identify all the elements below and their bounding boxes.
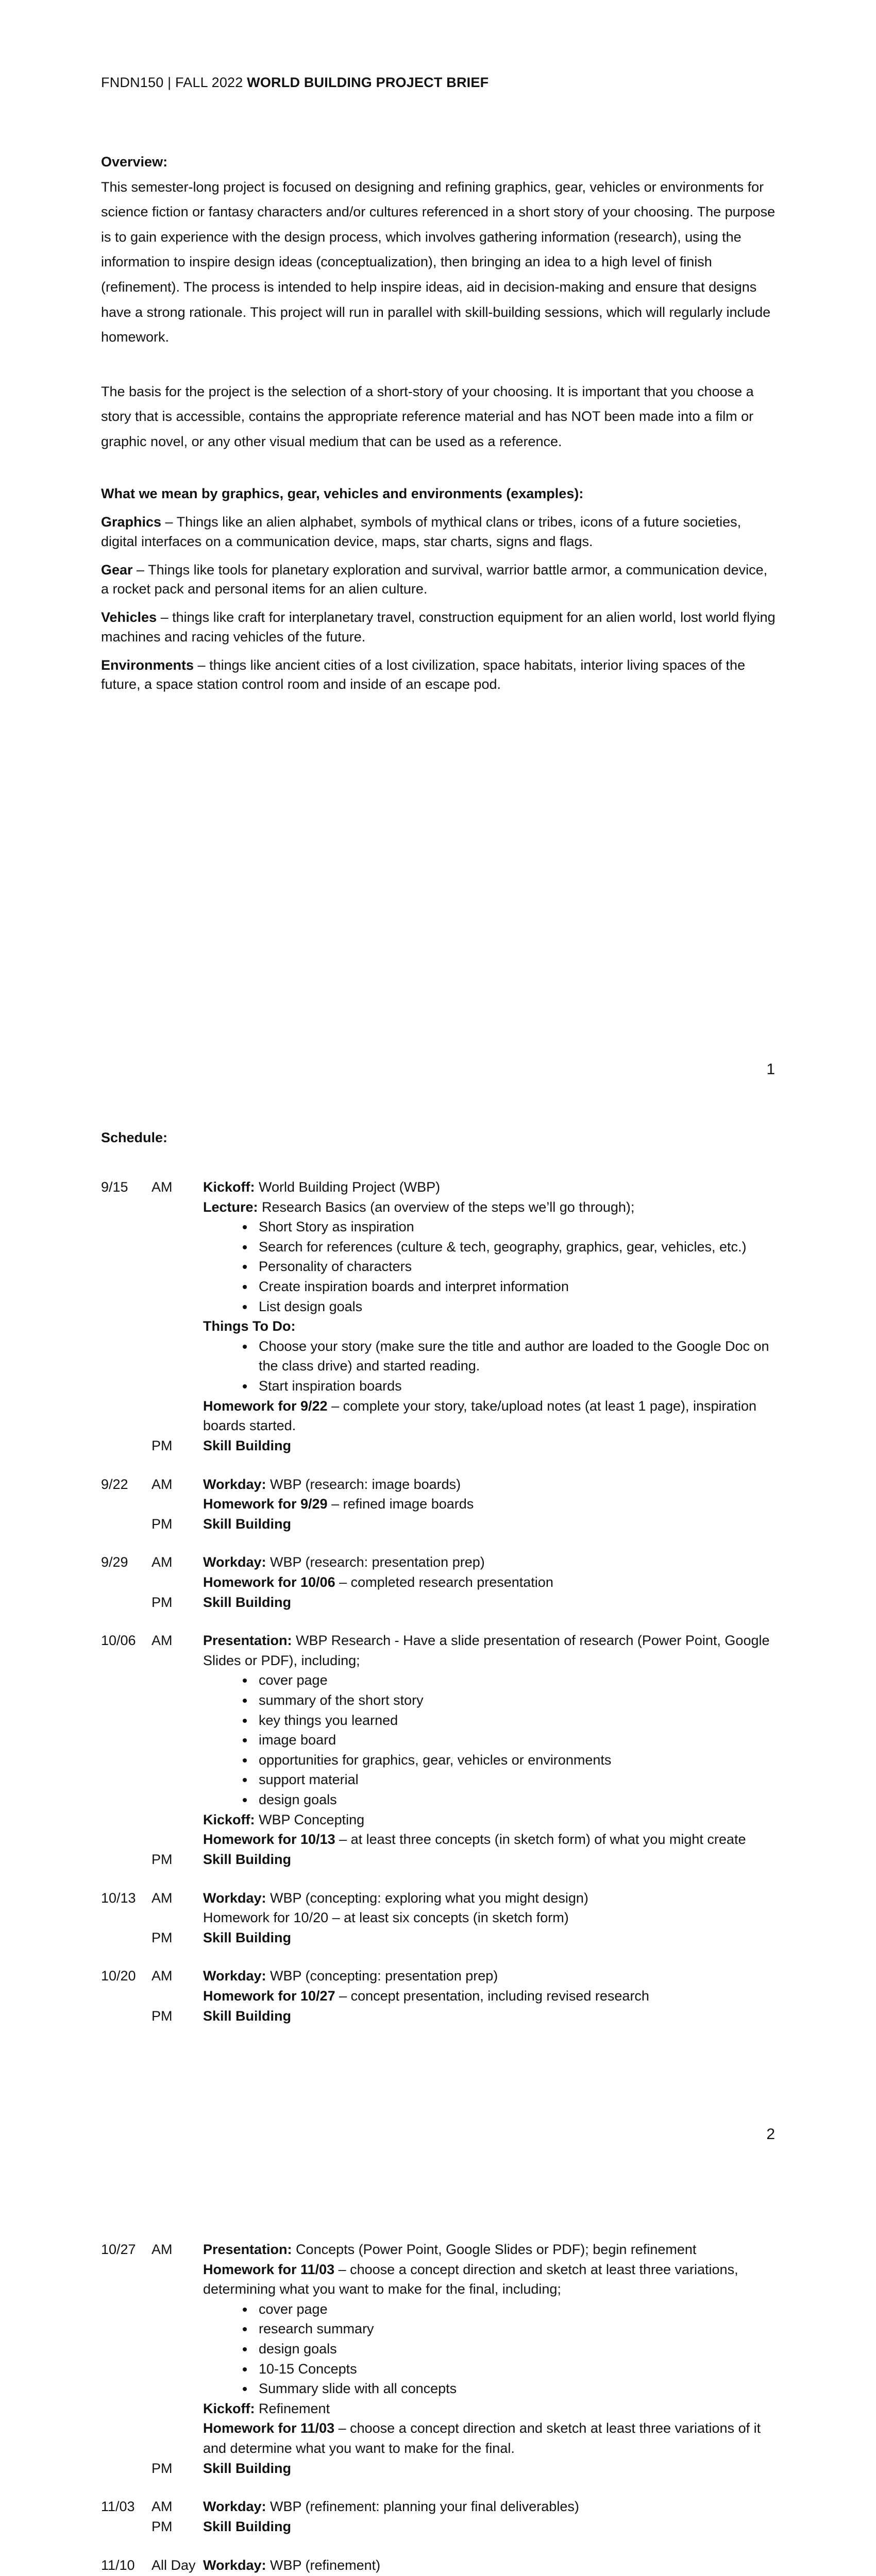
list-item: • design goals xyxy=(255,1790,776,1810)
page-number: 2 xyxy=(766,2126,775,2143)
list-item: • Search for references (culture & tech, geography, graphics, gear, vehicles, etc.) xyxy=(255,1237,776,1257)
schedule-entry: 10/06 AM Presentation: WBP Research - Have a slide presentation of research (Power Point, Google Slides or PDF), including; • cover page • summary of the short story • key things you learned • image board • opportunities for graphics, gear, vehicles or environments • support material • design goals Kickoff: WBP Concepting Homework for 10/13 – at least three concepts (in sketch form) of what you might create PM Skill Building xyxy=(101,1631,776,1869)
list-item: • image board xyxy=(255,1730,776,1750)
entry-time: AM xyxy=(151,1633,173,1649)
example-environments: Environments – things like ancient cities of a lost civilization, space habitats, interior living spaces of the future, a space station control room and inside of an escape pod. xyxy=(101,657,746,692)
course-code: FNDN150 | FALL 2022 xyxy=(101,75,243,90)
schedule-list-continued xyxy=(101,2240,776,2576)
presentation-contents-list xyxy=(203,1670,776,1809)
page-3 xyxy=(0,2182,876,2576)
schedule-entry: 10/20 AM Workday: WBP (concepting: presentation prep) Homework for 10/27 – concept presentation, including revised research PM Skill Building xyxy=(101,1966,776,2026)
entry-time: AM xyxy=(151,1968,173,1984)
example-graphics: Graphics – Things like an alien alphabet, symbols of mythical clans or tribes, icons of a future societies, digital interfaces on a communication device, maps, star charts, signs and flags. xyxy=(101,514,742,549)
entry-time: PM xyxy=(151,1594,173,1610)
entry-date: 10/06 xyxy=(101,1633,136,1649)
story-basis-paragraph: The basis for the project is the selection of a short-story of your choosing. It is important that you choose a story that is accessible, contains the appropriate reference material and has NOT been made into a film or graphic novel, or any other visual medium that can be used as a reference. xyxy=(101,383,754,449)
schedule-entry: 9/22 AM Workday: WBP (research: image boards) Homework for 9/29 – refined image boards PM Skill Building xyxy=(101,1475,776,1534)
list-item: • Start inspiration boards xyxy=(255,1376,776,1396)
entry-time: PM xyxy=(151,2460,173,2476)
entry-time: PM xyxy=(151,1929,173,1945)
entry-date: 10/20 xyxy=(101,1968,136,1984)
list-item: • cover page xyxy=(255,1670,776,1690)
entry-time: AM xyxy=(151,1554,173,1570)
example-vehicles: Vehicles – things like craft for interplanetary travel, construction equipment for an alien world, lost world flying machines and racing vehicles of the future. xyxy=(101,609,776,645)
entry-time: PM xyxy=(151,1516,173,1532)
examples-section xyxy=(101,484,776,703)
entry-date: 10/27 xyxy=(101,2242,136,2257)
list-item: • opportunities for graphics, gear, vehicles or environments xyxy=(255,1750,776,1770)
entry-date: 10/13 xyxy=(101,1890,136,1906)
overview-heading: Overview: xyxy=(101,154,168,170)
page-2 xyxy=(0,1100,876,2182)
list-item: • Personality of characters xyxy=(255,1257,776,1277)
document-header xyxy=(101,75,488,91)
entry-time: PM xyxy=(151,2518,173,2534)
schedule-entry: 9/29 AM Workday: WBP (research: presentation prep) Homework for 10/06 – completed research presentation PM Skill Building xyxy=(101,1552,776,1612)
list-item: • support material xyxy=(255,1770,776,1790)
page-1 xyxy=(0,0,876,1100)
list-item: • Choose your story (make sure the title and author are loaded to the Google Doc on the class drive) and started reading. xyxy=(255,1336,776,1376)
entry-date: 9/22 xyxy=(101,1476,128,1492)
entry-time: AM xyxy=(151,2499,173,2515)
list-item: • summary of the short story xyxy=(255,1690,776,1710)
entry-time: AM xyxy=(151,1179,173,1195)
entry-time: All Day xyxy=(151,2557,196,2573)
entry-time: AM xyxy=(151,1476,173,1492)
entry-time: PM xyxy=(151,1851,173,1867)
list-item: • 10-15 Concepts xyxy=(255,2359,776,2379)
example-gear: Gear – Things like tools for planetary exploration and survival, warrior battle armor, a communication device, a rocket pack and personal items for an alien culture. xyxy=(101,562,768,597)
schedule-entry: 10/27 AM Presentation: Concepts (Power Point, Google Slides or PDF); begin refinement Homework for 11/03 – choose a concept direction and sketch at least three variations, determining what you want to make for the final, including; • cover page • research summary • design goals • 10-15 Concepts • Summary slide with all concepts Kickoff: Refinement Homework for 11/03 – choose a concept direction and sketch at least three variations of it and determine what you want to make for the final. PM Skill Building xyxy=(101,2240,776,2478)
list-item: • Create inspiration boards and interpret information xyxy=(255,1277,776,1297)
entry-date: 9/15 xyxy=(101,1179,128,1195)
schedule-entry: 10/13 AM Workday: WBP (concepting: exploring what you might design) Homework for 10/20 – at least six concepts (in sketch form) PM Skill Building xyxy=(101,1888,776,1948)
examples-heading: What we mean by graphics, gear, vehicles and environments (examples): xyxy=(101,486,584,501)
entry-time: AM xyxy=(151,1890,173,1906)
schedule-heading: Schedule: xyxy=(101,1130,168,1145)
overview-paragraph: This semester-long project is focused on designing and refining graphics, gear, vehicles or environments for science fiction or fantasy characters and/or cultures referenced in a short story of your choosing. The purpose is to gain experience with the design process, which involves gathering information (research), using the information to inspire design ideas (conceptualization), then bringing an idea to a high level of finish (refinement). The process is intended to help inspire ideas, aid in decision-making and ensure that designs have a strong rationale. This project will run in parallel with skill-building sessions, which will regularly include homework. xyxy=(101,179,776,345)
list-item: • design goals xyxy=(255,2339,776,2359)
list-item: • Summary slide with all concepts xyxy=(255,2379,776,2399)
list-item: • cover page xyxy=(255,2299,776,2319)
entry-time: AM xyxy=(151,2242,173,2257)
page-number: 1 xyxy=(766,1061,775,1078)
entry-date: 9/29 xyxy=(101,1554,128,1570)
entry-time: PM xyxy=(151,2008,173,2024)
schedule-entry: 9/15 AM Kickoff: World Building Project (WBP) Lecture: Research Basics (an overview of the steps we’ll go through); • Short Story as inspiration • Search for references (culture & tech, geography, graphics, gear, vehicles, etc.) • Personality of characters • Create inspiration boards and interpret information • List design goals Things To Do: • Choose your story (make sure the title and author are loaded to the Google Doc on the class drive) and started reading. • Start inspiration boards Homework for 9/22 – complete your story, take/upload notes (at least 1 page), inspiration boards started. PM Skill Building xyxy=(101,1177,776,1456)
lecture-topic-list xyxy=(203,1217,776,1316)
list-item: • List design goals xyxy=(255,1297,776,1317)
schedule-entry: 11/10 All Day Workday: WBP (refinement) xyxy=(101,2555,776,2575)
schedule-list xyxy=(101,1177,776,2044)
schedule-entry: 11/03 AM Workday: WBP (refinement: planning your final deliverables) PM Skill Building xyxy=(101,2497,776,2536)
concept-presentation-list xyxy=(203,2299,776,2399)
document-title: WORLD BUILDING PROJECT BRIEF xyxy=(247,75,489,90)
entry-date: 11/03 xyxy=(101,2499,135,2515)
list-item: • key things you learned xyxy=(255,1710,776,1731)
list-item: • Short Story as inspiration xyxy=(255,1217,776,1237)
entry-time: PM xyxy=(151,1437,173,1453)
todo-list xyxy=(203,1336,776,1396)
entry-date: 11/10 xyxy=(101,2557,135,2573)
list-item: • research summary xyxy=(255,2319,776,2339)
overview-section xyxy=(101,149,776,484)
